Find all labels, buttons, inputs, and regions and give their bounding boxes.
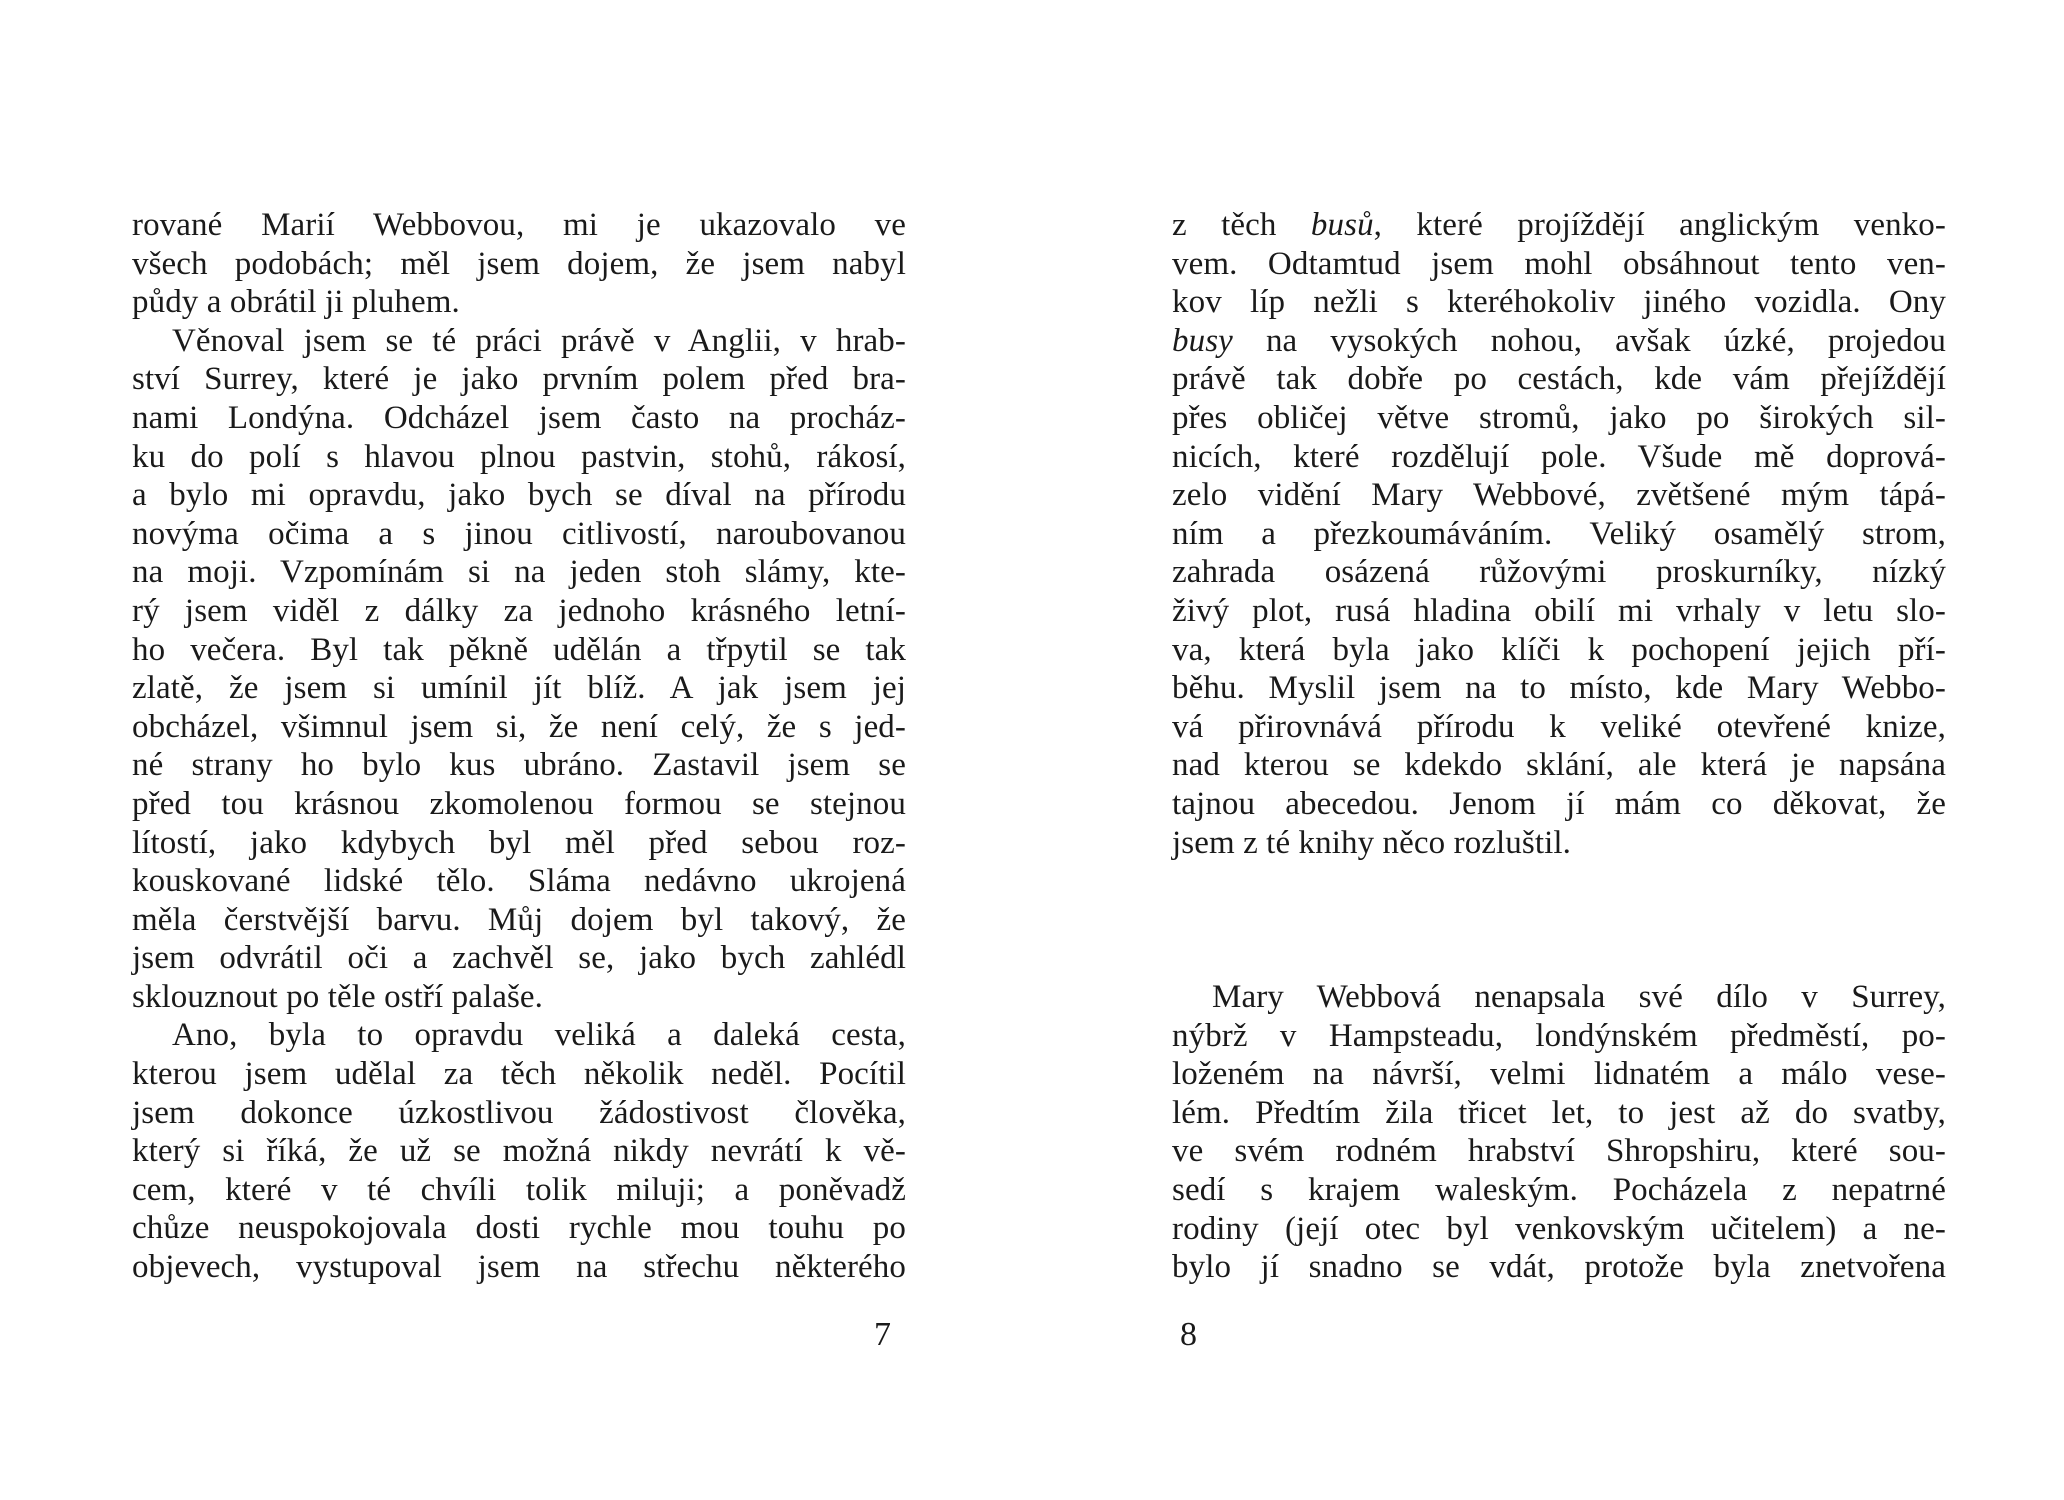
left-page-text bbox=[132, 206, 906, 1287]
text-line: ním a přezkoumáváním. Veliký osamělý strom, bbox=[1172, 515, 1946, 552]
text-line: z těch busů, které projíždějí anglickým venko- bbox=[1172, 207, 1946, 243]
text-line: kterou jsem udělal za těch několik neděl. Pocítil bbox=[132, 1056, 906, 1093]
right-page bbox=[1032, 0, 2064, 1500]
text-line: nicích, které rozdělují pole. Všude mě doprová- bbox=[1172, 438, 1946, 475]
italic-word: busů bbox=[1310, 207, 1374, 243]
text-line: cem, které v té chvíli tolik miluji; a poněvadž bbox=[132, 1171, 906, 1208]
text-line: né strany ho bylo kus ubráno. Zastavil jsem se bbox=[132, 747, 906, 784]
text-line: ho večera. Byl tak pěkně udělán a třpytil se tak bbox=[132, 631, 906, 668]
text-line: před tou krásnou zkomolenou formou se stejnou bbox=[132, 785, 906, 822]
text-line: rované Marií Webbovou, mi je ukazovalo ve bbox=[132, 207, 906, 243]
italic-word: busy bbox=[1172, 322, 1233, 359]
text-line: na moji. Vzpomínám si na jeden stoh slámy, kte- bbox=[132, 554, 906, 591]
text-line: jsem z té knihy něco rozluštil. bbox=[1172, 824, 1572, 861]
text-line: rý jsem viděl z dálky za jednoho krásného letní- bbox=[132, 592, 906, 629]
text-line: zelo vidění Mary Webbové, zvětšené mým tápá- bbox=[1172, 477, 1946, 514]
text-line: lítostí, jako kdybych byl měl před sebou roz- bbox=[132, 824, 906, 861]
text-line: rodiny (její otec byl venkovským učitelem) a ne- bbox=[1172, 1210, 1946, 1247]
text-line: ve svém rodném hrabství Shropshiru, které sou- bbox=[1172, 1133, 1946, 1170]
text-line: běhu. Myslil jsem na to místo, kde Mary Webbo- bbox=[1172, 670, 1946, 707]
text-line: Mary Webbová nenapsala své dílo v Surrey, bbox=[1212, 979, 1946, 1016]
page-number: 7 bbox=[874, 1316, 891, 1353]
text-line: vá přirovnává přírodu k veliké otevřené knize, bbox=[1172, 708, 1946, 745]
text-line: nýbrž v Hampsteadu, londýnském předměstí, po- bbox=[1172, 1017, 1946, 1054]
text-line: sklouznout po těle ostří palaše. bbox=[132, 978, 544, 1015]
text-line: jsem dokonce úzkostlivou žádostivost člověka, bbox=[132, 1094, 906, 1131]
text-line: novýma očima a s jinou citlivostí, naroubovanou bbox=[132, 515, 906, 552]
text-line: kov líp nežli s kteréhokoliv jiného vozidla. Ony bbox=[1172, 284, 1946, 321]
text-line: sedí s krajem waleským. Pocházela z nepatrné bbox=[1172, 1172, 1946, 1209]
text-line: jsem odvrátil oči a zachvěl se, jako bych zahlédl bbox=[132, 940, 906, 977]
text-line: ství Surrey, které je jako prvním polem před bra- bbox=[132, 361, 906, 398]
text-line: obcházel, všimnul jsem si, že není celý, že s jed- bbox=[132, 708, 906, 745]
text-line: bylo jí snadno se vdát, protože byla znetvořena bbox=[1172, 1249, 1946, 1286]
text-line: busy na vysokých nohou, avšak úzké, projedou bbox=[1172, 322, 1946, 359]
text-line: půdy a obrátil ji pluhem. bbox=[132, 284, 460, 321]
text-line: měla čerstvější barvu. Můj dojem byl takový, že bbox=[132, 901, 906, 938]
text-line: právě tak dobře po cestách, kde vám přejíždějí bbox=[1172, 361, 1946, 398]
text-line: va, která byla jako klíči k pochopení jejich pří- bbox=[1172, 631, 1946, 668]
text-line: vem. Odtamtud jsem mohl obsáhnout tento ven- bbox=[1172, 245, 1946, 282]
text-line: Ano, byla to opravdu veliká a daleká cesta, bbox=[172, 1017, 906, 1054]
text-line: nad kterou se kdekdo sklání, ale která je napsána bbox=[1172, 747, 1946, 784]
text-line: zahrada osázená růžovými proskurníky, nízký bbox=[1172, 554, 1946, 591]
text-line: nami Londýna. Odcházel jsem často na procház- bbox=[132, 399, 906, 436]
text-line: objevech, vystupoval jsem na střechu některého bbox=[132, 1249, 906, 1286]
text-line: zlatě, že jsem si umínil jít blíž. A jak jsem jej bbox=[132, 670, 906, 707]
page-number: 8 bbox=[1180, 1316, 1197, 1353]
text-line: živý plot, rusá hladina obilí mi vrhaly v letu slo- bbox=[1172, 592, 1946, 629]
section-break bbox=[1172, 862, 1946, 978]
text-line: chůze neuspokojovala dosti rychle mou touhu po bbox=[132, 1210, 906, 1247]
right-page-text bbox=[1172, 206, 1946, 1287]
text-line: který si říká, že už se možná nikdy nevrátí k vě- bbox=[132, 1133, 906, 1170]
text-line: lém. Předtím žila třicet let, to jest až do svatby, bbox=[1172, 1094, 1946, 1131]
text-line: Věnoval jsem se té práci právě v Anglii, v hrab- bbox=[172, 322, 906, 359]
text-line: loženém na návrší, velmi lidnatém a málo vese- bbox=[1172, 1056, 1946, 1093]
text-line: všech podobách; měl jsem dojem, že jsem nabyl bbox=[132, 245, 906, 282]
text-line: a bylo mi opravdu, jako bych se díval na přírodu bbox=[132, 477, 906, 514]
text-line: přes obličej větve stromů, jako po širokých sil- bbox=[1172, 399, 1946, 436]
text-line: kouskované lidské tělo. Sláma nedávno ukrojená bbox=[132, 863, 906, 900]
text-line: ku do polí s hlavou plnou pastvin, stohů, rákosí, bbox=[132, 438, 906, 475]
text-line: tajnou abecedou. Jenom jí mám co děkovat, že bbox=[1172, 785, 1946, 822]
